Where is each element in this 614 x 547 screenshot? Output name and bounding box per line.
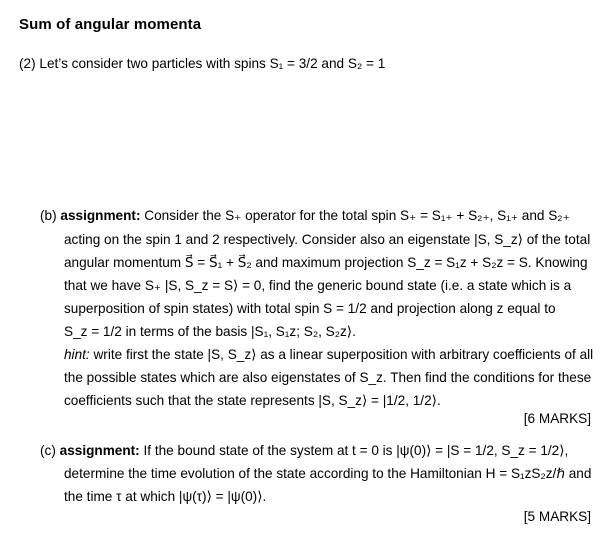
part-b-line-5: superposition of spin states) with total spin S = 1/2 and projection along z equal to <box>64 301 556 316</box>
part-2-label: (2) <box>19 56 36 71</box>
hint-text-line: write first the state |S, S_z⟩ as a linear superposition with arbitrary coefficients of all <box>93 347 594 362</box>
part-c-line-2: determine the time evolution of the state according to the Hamiltonian H = S₁zS₂z/ℏ and <box>64 466 592 481</box>
part-c-label: (c) <box>40 443 56 458</box>
part-c-keyword: assignment: <box>59 443 140 458</box>
part-b-line-1 <box>40 207 570 225</box>
part-c-line-1 <box>40 442 568 460</box>
part-b-text-line: Consider the S₊ operator for the total spin S₊ = S₁₊ + S₂₊, S₁₊ and S₂₊ <box>144 208 570 223</box>
part-c-marks: [5 MARKS] <box>523 509 591 524</box>
part-b-line-3: angular momentum S⃗ = S⃗₁ + S⃗₂ and maximum projection S_z = S₁z + S₂z = S. Knowing <box>64 255 588 270</box>
part-b-line-4: that we have S₊ |S, S_z = S⟩ = 0, find the generic bound state (i.e. a state which is a <box>64 278 572 293</box>
part-b-marks: [6 MARKS] <box>523 411 591 426</box>
hint-line-3: coefficients such that the state represents |S, S_z⟩ = |1/2, 1/2⟩. <box>64 393 441 408</box>
hint-line-2: the possible states which are also eigenstates of S_z. Then find the conditions for these <box>64 370 592 385</box>
hint-label: hint: <box>64 347 90 362</box>
part-b-keyword: assignment: <box>60 208 141 223</box>
part-2-text: Let’s consider two particles with spins S₁ = 3/2 and S₂ = 1 <box>39 56 386 71</box>
page-title: Sum of angular momenta <box>19 16 202 33</box>
part-c-text-line: If the bound state of the system at t = 0 is |ψ(0)⟩ = |S = 1/2, S_z = 1/2⟩, <box>143 443 569 458</box>
part-b-line-6: S_z = 1/2 in terms of the basis |S₁, S₁z; S₂, S₂z⟩. <box>64 324 356 339</box>
part-2-line <box>19 55 385 73</box>
part-b-line-2: acting on the spin 1 and 2 respectively. Consider also an eigenstate |S, S_z⟩ of the total <box>64 232 591 247</box>
part-c-line-3: the time τ at which |ψ(τ)⟩ = |ψ(0)⟩. <box>64 489 267 504</box>
part-b-label: (b) <box>40 208 57 223</box>
hint-line-1 <box>64 346 593 364</box>
